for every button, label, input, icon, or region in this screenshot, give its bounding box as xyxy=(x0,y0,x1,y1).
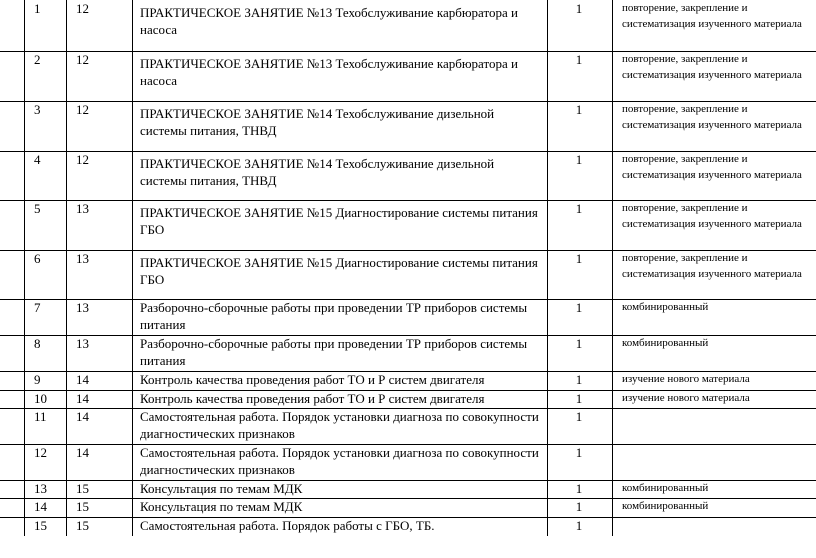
column-divider xyxy=(24,250,25,299)
column-divider xyxy=(612,0,613,51)
column-divider xyxy=(66,498,67,517)
column-divider xyxy=(132,444,133,480)
lesson-type: повторение, закрепление и систематизация изученного материала xyxy=(622,103,802,131)
column-divider xyxy=(66,480,67,498)
lesson-type: повторение, закрепление и систематизация изученного материала xyxy=(622,153,802,181)
column-divider xyxy=(612,498,613,517)
lesson-type: изучение нового материала xyxy=(622,392,750,404)
lesson-topic: ПРАКТИЧЕСКОЕ ЗАНЯТИЕ №13 Техобслуживание карбюратора и насоса xyxy=(140,56,518,88)
lesson-topic: Самостоятельная работа. Порядок работы с ГБО, ТБ. xyxy=(140,518,435,533)
week-number: 15 xyxy=(76,499,89,514)
row-number: 11 xyxy=(34,409,47,424)
column-divider xyxy=(132,390,133,408)
row-number: 9 xyxy=(34,372,41,387)
column-divider xyxy=(66,250,67,299)
column-divider xyxy=(612,408,613,444)
column-divider xyxy=(66,390,67,408)
column-divider xyxy=(547,51,548,101)
column-divider xyxy=(547,517,548,536)
column-divider xyxy=(132,371,133,390)
column-divider xyxy=(612,200,613,250)
lesson-type: комбинированный xyxy=(622,301,709,313)
table-row xyxy=(0,51,816,102)
column-divider xyxy=(612,371,613,390)
column-divider xyxy=(612,299,613,335)
column-divider xyxy=(66,299,67,335)
week-number: 12 xyxy=(76,1,89,16)
column-divider xyxy=(547,200,548,250)
hours: 1 xyxy=(575,152,583,167)
column-divider xyxy=(132,250,133,299)
lesson-topic: Консультация по темам МДК xyxy=(140,499,303,514)
week-number: 13 xyxy=(76,336,89,351)
lesson-type: повторение, закрепление и систематизация изученного материала xyxy=(622,252,802,280)
row-number: 8 xyxy=(34,336,41,351)
lesson-topic: Разборочно-сборочные работы при проведении ТР приборов системы питания xyxy=(140,336,528,368)
row-number: 10 xyxy=(34,391,47,406)
table-row xyxy=(0,371,816,391)
lesson-topic: Контроль качества проведения работ ТО и Р систем двигателя xyxy=(140,372,485,387)
lesson-type: комбинированный xyxy=(622,500,709,512)
table-row xyxy=(0,390,816,409)
row-number: 13 xyxy=(34,481,47,496)
column-divider xyxy=(612,480,613,498)
column-divider xyxy=(66,371,67,390)
column-divider xyxy=(66,51,67,101)
column-divider xyxy=(547,480,548,498)
column-divider xyxy=(547,250,548,299)
week-number: 15 xyxy=(76,481,89,496)
column-divider xyxy=(547,0,548,51)
table-row xyxy=(0,0,816,52)
column-divider xyxy=(612,250,613,299)
row-number: 15 xyxy=(34,518,47,533)
lesson-topic: Самостоятельная работа. Порядок установки диагноза по совокупности диагностических признаков xyxy=(140,445,539,477)
column-divider xyxy=(24,498,25,517)
column-divider xyxy=(132,335,133,371)
column-divider xyxy=(547,151,548,200)
column-divider xyxy=(24,151,25,200)
hours: 1 xyxy=(575,499,583,514)
table-row xyxy=(0,335,816,372)
hours: 1 xyxy=(575,445,583,460)
column-divider xyxy=(66,151,67,200)
week-number: 13 xyxy=(76,201,89,216)
column-divider xyxy=(612,517,613,536)
column-divider xyxy=(66,408,67,444)
column-divider xyxy=(66,101,67,151)
column-divider xyxy=(132,480,133,498)
table-row xyxy=(0,444,816,481)
lesson-topic: ПРАКТИЧЕСКОЕ ЗАНЯТИЕ №15 Диагностирование системы питания ГБО xyxy=(140,205,538,237)
hours: 1 xyxy=(575,300,583,315)
week-number: 12 xyxy=(76,152,89,167)
column-divider xyxy=(132,0,133,51)
column-divider xyxy=(24,299,25,335)
lesson-type: повторение, закрепление и систематизация изученного материала xyxy=(622,2,802,30)
column-divider xyxy=(24,480,25,498)
week-number: 14 xyxy=(76,409,89,424)
column-divider xyxy=(24,371,25,390)
column-divider xyxy=(547,390,548,408)
column-divider xyxy=(612,51,613,101)
row-number: 3 xyxy=(34,102,41,117)
table-row xyxy=(0,250,816,300)
column-divider xyxy=(24,0,25,51)
lesson-type: повторение, закрепление и систематизация изученного материала xyxy=(622,202,802,230)
column-divider xyxy=(547,371,548,390)
column-divider xyxy=(66,0,67,51)
column-divider xyxy=(24,408,25,444)
column-divider xyxy=(547,444,548,480)
column-divider xyxy=(132,517,133,536)
hours: 1 xyxy=(575,102,583,117)
lesson-topic: ПРАКТИЧЕСКОЕ ЗАНЯТИЕ №14 Техобслуживание дизельной системы питания, ТНВД xyxy=(140,106,495,138)
week-number: 14 xyxy=(76,372,89,387)
column-divider xyxy=(612,390,613,408)
hours: 1 xyxy=(575,52,583,67)
hours: 1 xyxy=(575,409,583,424)
lesson-topic: ПРАКТИЧЕСКОЕ ЗАНЯТИЕ №15 Диагностирование системы питания ГБО xyxy=(140,255,538,287)
hours: 1 xyxy=(575,1,583,16)
week-number: 12 xyxy=(76,102,89,117)
column-divider xyxy=(547,408,548,444)
column-divider xyxy=(547,498,548,517)
week-number: 14 xyxy=(76,445,89,460)
column-divider xyxy=(547,335,548,371)
column-divider xyxy=(66,444,67,480)
lesson-type: изучение нового материала xyxy=(622,373,750,385)
column-divider xyxy=(547,299,548,335)
week-number: 12 xyxy=(76,52,89,67)
column-divider xyxy=(612,151,613,200)
lesson-topic: Самостоятельная работа. Порядок установки диагноза по совокупности диагностических признаков xyxy=(140,409,539,441)
hours: 1 xyxy=(575,251,583,266)
column-divider xyxy=(547,101,548,151)
row-number: 14 xyxy=(34,499,47,514)
column-divider xyxy=(132,151,133,200)
row-number: 1 xyxy=(34,1,41,16)
column-divider xyxy=(132,299,133,335)
column-divider xyxy=(132,101,133,151)
column-divider xyxy=(66,517,67,536)
week-number: 13 xyxy=(76,251,89,266)
column-divider xyxy=(66,200,67,250)
lesson-type: комбинированный xyxy=(622,337,709,349)
column-divider xyxy=(24,51,25,101)
row-number: 7 xyxy=(34,300,41,315)
week-number: 14 xyxy=(76,391,89,406)
column-divider xyxy=(24,200,25,250)
column-divider xyxy=(24,335,25,371)
table-row xyxy=(0,480,816,499)
hours: 1 xyxy=(575,336,583,351)
table-row xyxy=(0,200,816,251)
column-divider xyxy=(24,444,25,480)
lesson-topic: Контроль качества проведения работ ТО и Р систем двигателя xyxy=(140,391,485,406)
lesson-type: комбинированный xyxy=(622,482,709,494)
column-divider xyxy=(612,335,613,371)
hours: 1 xyxy=(575,481,583,496)
week-number: 13 xyxy=(76,300,89,315)
column-divider xyxy=(66,335,67,371)
table-row xyxy=(0,498,816,518)
row-number: 6 xyxy=(34,251,41,266)
column-divider xyxy=(132,408,133,444)
lesson-topic: Разборочно-сборочные работы при проведении ТР приборов системы питания xyxy=(140,300,528,332)
column-divider xyxy=(24,517,25,536)
table-row xyxy=(0,517,816,536)
week-number: 15 xyxy=(76,518,89,533)
row-number: 2 xyxy=(34,52,41,67)
table-row xyxy=(0,151,816,201)
table-row xyxy=(0,101,816,152)
hours: 1 xyxy=(575,518,583,533)
column-divider xyxy=(132,498,133,517)
column-divider xyxy=(132,200,133,250)
lesson-topic: ПРАКТИЧЕСКОЕ ЗАНЯТИЕ №14 Техобслуживание дизельной системы питания, ТНВД xyxy=(140,156,495,188)
column-divider xyxy=(612,101,613,151)
table-row xyxy=(0,299,816,336)
column-divider xyxy=(24,101,25,151)
row-number: 4 xyxy=(34,152,41,167)
table-row xyxy=(0,408,816,445)
column-divider xyxy=(612,444,613,480)
hours: 1 xyxy=(575,201,583,216)
row-number: 5 xyxy=(34,201,41,216)
row-number: 12 xyxy=(34,445,47,460)
lesson-type: повторение, закрепление и систематизация изученного материала xyxy=(622,53,802,81)
hours: 1 xyxy=(575,391,583,406)
column-divider xyxy=(132,51,133,101)
column-divider xyxy=(24,390,25,408)
hours: 1 xyxy=(575,372,583,387)
lesson-topic: ПРАКТИЧЕСКОЕ ЗАНЯТИЕ №13 Техобслуживание карбюратора и насоса xyxy=(140,5,518,37)
lesson-topic: Консультация по темам МДК xyxy=(140,481,303,496)
